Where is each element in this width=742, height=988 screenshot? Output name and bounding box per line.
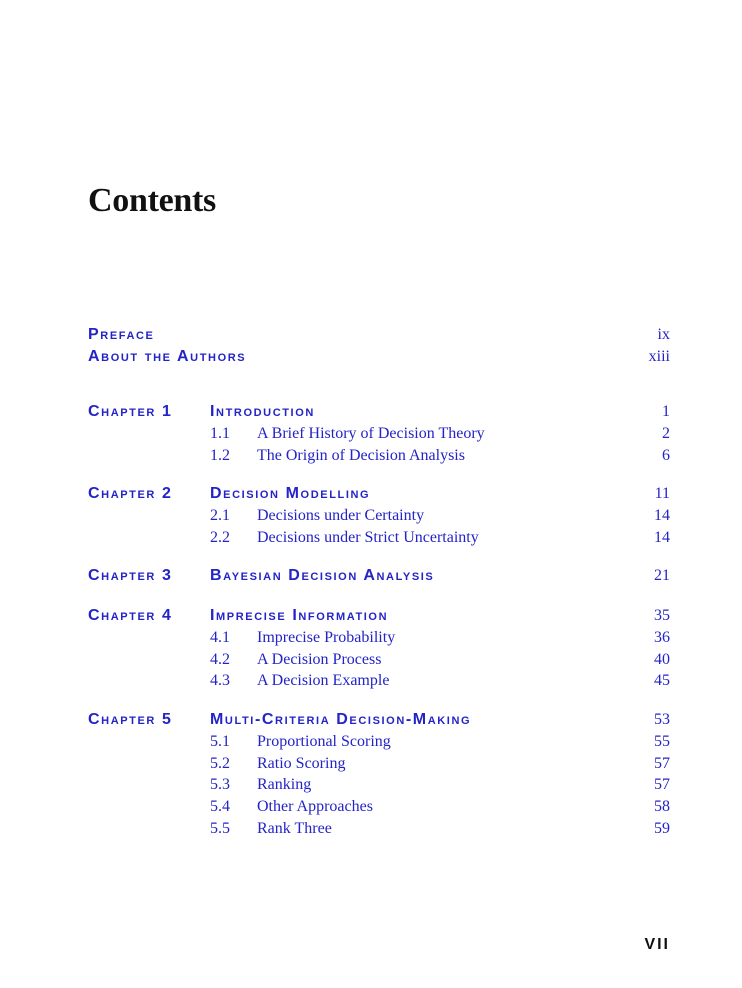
section-page: 36 [654, 629, 670, 646]
chapter-title: Decision Modelling [210, 485, 371, 502]
toc-entry-section[interactable] [0, 670, 742, 692]
chapter-title: Introduction [210, 403, 315, 420]
section-title: Ratio Scoring [257, 754, 346, 772]
section-page: 14 [654, 528, 670, 546]
toc-entry-front-matter[interactable] [0, 324, 742, 346]
chapter-page: 53 [654, 711, 670, 728]
section-number: 5.2 [210, 754, 230, 772]
chapter-label: Chapter 3 [88, 567, 173, 584]
toc-entry-chapter[interactable] [0, 401, 742, 423]
chapter-page: 1 [662, 403, 670, 420]
entry-label: About the Authors [88, 348, 247, 365]
toc-entry-chapter[interactable] [0, 709, 742, 731]
section-number: 1.1 [210, 425, 230, 442]
section-page: 59 [654, 819, 670, 837]
chapter-title: Bayesian Decision Analysis [210, 567, 435, 584]
chapter-page: 11 [654, 485, 670, 502]
section-page: 57 [654, 754, 670, 772]
chapter-page: 35 [654, 607, 670, 624]
section-title: Imprecise Probability [257, 629, 396, 646]
section-title: Rank Three [257, 819, 332, 837]
section-number: 5.1 [210, 733, 230, 750]
toc-entry-chapter[interactable] [0, 483, 742, 505]
page-title: Contents [88, 182, 216, 219]
toc-entry-section[interactable] [0, 423, 742, 445]
section-page: 2 [662, 425, 670, 442]
section-number: 1.2 [210, 446, 230, 464]
toc-entry-chapter[interactable] [0, 565, 742, 587]
toc-entry-section[interactable] [0, 505, 742, 527]
section-page: 40 [654, 650, 670, 668]
toc-entry-chapter[interactable] [0, 605, 742, 627]
toc-entry-front-matter[interactable] [0, 346, 742, 368]
section-number: 5.5 [210, 819, 230, 837]
chapter-page: 21 [654, 567, 670, 584]
section-page: 57 [654, 776, 670, 794]
section-number: 2.2 [210, 528, 230, 546]
chapter-title: Multi-Criteria Decision-Making [210, 711, 472, 728]
section-number: 4.2 [210, 650, 230, 668]
chapter-label: Chapter 5 [88, 711, 173, 728]
chapter-label: Chapter 4 [88, 607, 173, 624]
chapter-label: Chapter 2 [88, 485, 173, 502]
toc-entry-section[interactable] [0, 445, 742, 467]
toc-entry-section[interactable] [0, 774, 742, 796]
chapter-title: Imprecise Information [210, 607, 389, 624]
toc-entry-section[interactable] [0, 731, 742, 753]
page-number: VII [644, 936, 670, 953]
section-number: 5.3 [210, 776, 230, 794]
section-page: 58 [654, 798, 670, 816]
section-title: The Origin of Decision Analysis [257, 446, 465, 464]
section-title: Other Approaches [257, 798, 373, 816]
entry-page: xiii [648, 348, 670, 365]
section-title: A Brief History of Decision Theory [257, 425, 485, 442]
section-title: A Decision Example [257, 672, 390, 690]
section-title: Decisions under Strict Uncertainty [257, 528, 479, 546]
section-number: 4.3 [210, 672, 230, 690]
entry-page: ix [657, 326, 670, 343]
section-title: Decisions under Certainty [257, 507, 425, 524]
section-number: 2.1 [210, 507, 230, 524]
chapter-label: Chapter 1 [88, 403, 173, 420]
section-number: 4.1 [210, 629, 230, 646]
toc-entry-section[interactable] [0, 753, 742, 775]
section-page: 14 [654, 507, 670, 524]
section-page: 6 [662, 446, 670, 464]
section-page: 55 [654, 733, 670, 750]
toc-entry-section[interactable] [0, 527, 742, 549]
section-number: 5.4 [210, 798, 230, 816]
toc-entry-section[interactable] [0, 627, 742, 649]
section-page: 45 [654, 672, 670, 690]
toc-entry-section[interactable] [0, 649, 742, 671]
section-title: Ranking [257, 776, 312, 794]
toc-entry-section[interactable] [0, 818, 742, 840]
section-title: A Decision Process [257, 650, 382, 668]
section-title: Proportional Scoring [257, 733, 391, 750]
toc-entry-section[interactable] [0, 796, 742, 818]
entry-label: Preface [88, 326, 155, 343]
